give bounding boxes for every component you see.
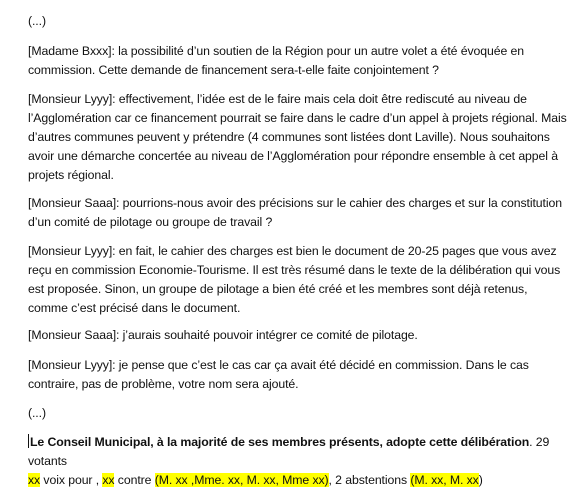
vote-pour-label: voix pour , xyxy=(40,473,103,487)
vote-close-paren: ) xyxy=(478,473,483,487)
vote-voters: . 29 votants xyxy=(28,435,550,468)
paragraph-monsieur-saaa-2: [Monsieur Saaa]: j’aurais souhaité pouvoir intégrer ce comité de pilotage. xyxy=(28,328,418,342)
vote-highlight-contre-names: (M. xx ,Mme. xx, M. xx, Mme xx) xyxy=(154,473,329,487)
paragraph-monsieur-lyyy-1: [Monsieur Lyyy]: effectivement, l’idée est de le faire mais cela doit être rediscuté au niveau de l’Agglomération car ce financement pourrait se faire dans le cadre d’un appel à projets régional. Mais d’autres communes peuvent y prétendre (4 communes sont listées dont Laville). Nous souhaitons avoir une démarche concertée au niveau de l’Agglomération pour répondre ensemble à cet appel à projets régional. xyxy=(28,92,567,182)
paragraph-monsieur-saaa-1: [Monsieur Saaa]: pourrions-nous avoir des précisions sur le cahier des charges et sur la constitution d’un comité de pilotage ou groupe de travail ? xyxy=(28,196,562,229)
vote-highlight-pour: xx xyxy=(28,473,41,487)
paragraph-madame-bxxx: [Madame Bxxx]: la possibilité d’un soutien de la Région pour un autre volet a été évoquée en commission. Cette demande de financement sera-t-elle faite conjointement ? xyxy=(28,44,524,77)
text-cursor[interactable] xyxy=(28,434,29,448)
ellipsis-bottom: (...) xyxy=(28,406,46,420)
vote-bold-statement: Le Conseil Municipal, à la majorité de ses membres présents, adopte cette délibération xyxy=(30,435,530,449)
vote-result-paragraph xyxy=(28,433,568,490)
vote-highlight-abstention-names: (M. xx, M. xx xyxy=(410,473,479,487)
vote-abstentions-label: , 2 abstentions xyxy=(328,473,411,487)
paragraph-monsieur-lyyy-3: [Monsieur Lyyy]: je pense que c’est le cas car ça avait été décidé en commission. Dans le cas contraire, pas de problème, votre nom sera ajouté. xyxy=(28,358,529,391)
vote-contre-label: contre xyxy=(114,473,155,487)
ellipsis-top: (...) xyxy=(28,14,46,28)
paragraph-monsieur-lyyy-2: [Monsieur Lyyy]: en fait, le cahier des charges est bien le document de 20-25 pages que vous avez reçu en commission Economie-Tourisme. Il est très résumé dans le texte de la délibération qui vous est proposée. Sinon, un groupe de pilotage a bien été créé et les membres sont déjà retenus, comme c’est précisé dans le document. xyxy=(28,244,561,315)
vote-highlight-contre: xx xyxy=(102,473,115,487)
